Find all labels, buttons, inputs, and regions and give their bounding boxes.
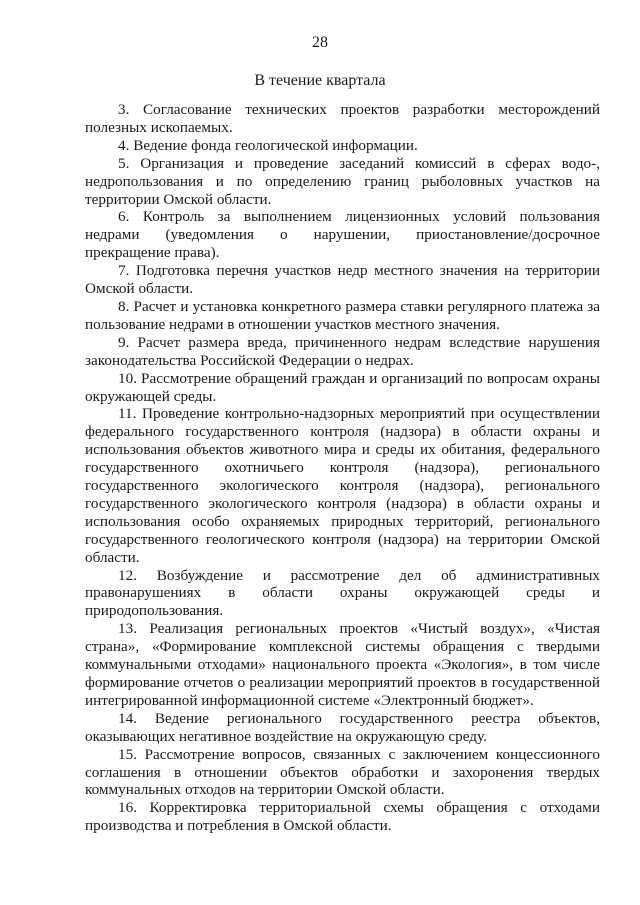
list-item-9: 9. Расчет размера вреда, причиненного недрам вследствие нарушения законодательства Российской Федерации о недрах. [85, 333, 600, 369]
list-item-3: 3. Согласование технических проектов разработки месторождений полезных ископаемых. [85, 101, 600, 136]
list-item-10: 10. Рассмотрение обращений граждан и организаций по вопросам охраны окружающей среды. [85, 369, 600, 405]
list-item-12: 12. Возбуждение и рассмотрение дел об административных правонарушениях в области охраны окружающей среды и природопользования. [85, 566, 600, 620]
list-item-4: 4. Ведение фонда геологической информации. [118, 136, 418, 154]
list-item-11: 11. Проведение контрольно-надзорных мероприятий при осуществлении федерального государственного контроля (надзора) в области охраны и использования объектов животного мира и среды их обитания, федерального государственного охотничьего контроля (надзора), регионального государственного экологического контроля (надзора), регионального государственного экологического контроля (надзора) в области охраны и использования особо охраняемых природных территорий, регионального государственного геологического контроля (надзора) на территории Омской области. [85, 405, 600, 566]
list-item-15: 15. Рассмотрение вопросов, связанных с заключением концессионного соглашения в отношении объектов обработки и захоронения твердых коммунальных отходов на территории Омской области. [85, 745, 600, 799]
list-item-13: 13. Реализация региональных проектов «Чистый воздух», «Чистая страна», «Формирование комплексной системы обращения с твердыми коммунальными отходами» национального проекта «Экология», в том числе формирование отчетов о реализации мероприятий проектов в государственной интегрированной информационной системе «Электронный бюджет». [85, 620, 600, 709]
document-body [85, 101, 600, 835]
page-number: 28 [312, 34, 328, 51]
list-item-6: 6. Контроль за выполнением лицензионных условий пользования недрами (уведомления о нарушении, приостановление/досрочное прекращение права). [85, 208, 600, 262]
list-item-8: 8. Расчет и установка конкретного размера ставки регулярного платежа за пользование недрами в отношении участков местного значения. [85, 297, 600, 333]
section-heading: В течение квартала [254, 72, 386, 89]
list-item-7: 7. Подготовка перечня участков недр местного значения на территории Омской области. [85, 262, 600, 298]
list-item-14: 14. Ведение регионального государственного реестра объектов, оказывающих негативное воздействие на окружающую среду. [85, 709, 600, 745]
list-item-5: 5. Организация и проведение заседаний комиссий в сферах водо-, недропользования и по определению границ рыболовных участков на территории Омской области. [85, 154, 600, 208]
list-item-16: 16. Корректировка территориальной схемы обращения с отходами производства и потребления в Омской области. [85, 799, 600, 835]
